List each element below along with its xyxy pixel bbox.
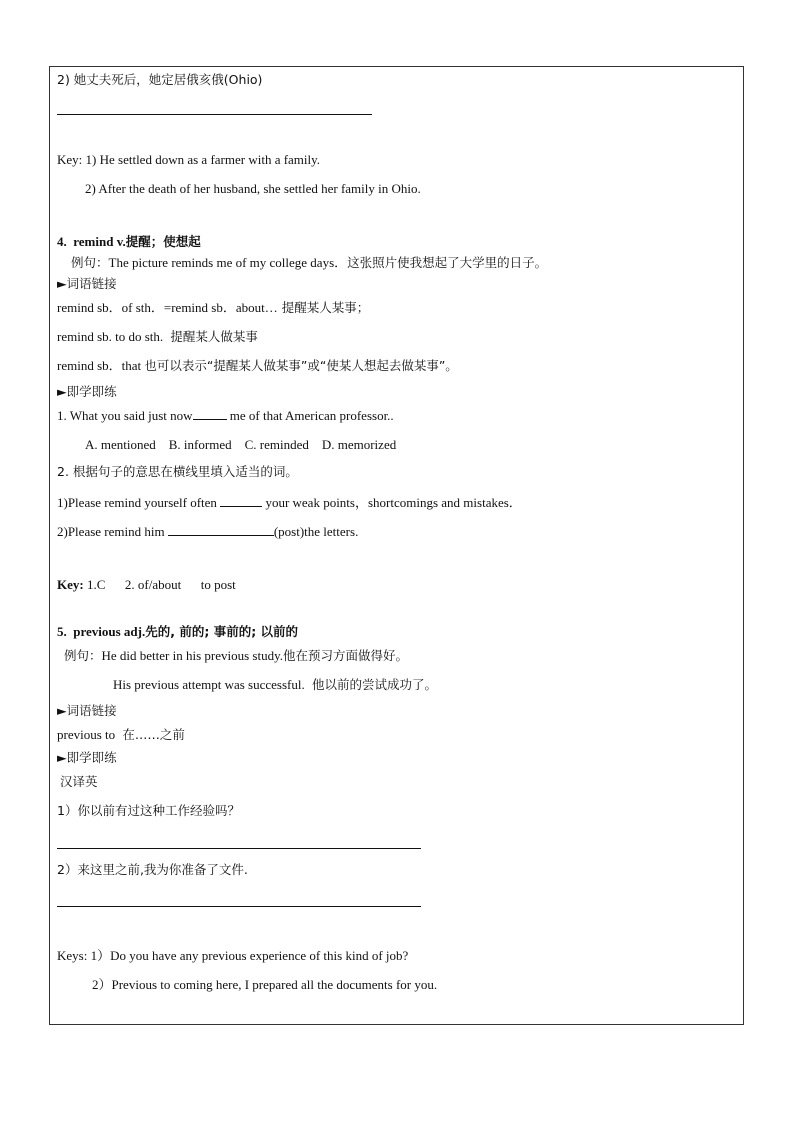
section-5-question-1: 1）你以前有过这种工作经验吗？: [57, 803, 240, 818]
section-5-question-2: 2）来这里之前,我为你准备了文件.: [57, 862, 248, 877]
section-5-translate-title: 汉译英: [60, 774, 98, 789]
key-line-1: Key: 1) He settled down as a farmer with a family.: [57, 152, 321, 167]
section-4-example: 例句：The picture reminds me of my college days．这张照片使我想起了大学里的日子。: [71, 255, 548, 270]
section-5-link-title: ►词语链接: [57, 703, 117, 718]
section-4-pattern-2: remind sb. to do sth. 提醒某人做某事: [57, 329, 258, 344]
fill-blank[interactable]: [220, 495, 262, 507]
key-line-2: 2) After the death of her husband, she settled her family in Ohio.: [85, 181, 421, 196]
section-4-key: Key: 1.C 2. of/about to post: [57, 577, 236, 592]
section-4-heading: 4. remind v.提醒；使想起: [57, 234, 201, 249]
section-4-question-2a: 1)Please remind yourself often your weak points，shortcomings and mistakes．: [57, 495, 522, 510]
question-2-cn: 2) 她丈夫死后，她定居俄亥俄(Ohio): [57, 72, 263, 87]
section-4-question-2b: 2)Please remind him (post)the letters.: [57, 524, 359, 539]
section-4-pattern-3: remind sb．that 也可以表示“提醒某人做某事”或“使某人想起去做某事”。: [57, 358, 458, 373]
section-4-question-2-title: 2. 根据句子的意思在横线里填入适当的词。: [57, 464, 298, 479]
section-5-key-1: Keys: 1）Do you have any previous experience of this kind of job?: [57, 948, 409, 963]
section-5-practice-title: ►即学即练: [57, 750, 117, 765]
section-4-pattern-1: remind sb．of sth．=remind sb．about… 提醒某人某事；: [57, 300, 370, 315]
section-5-key-2: 2）Previous to coming here, I prepared all the documents for you.: [92, 977, 438, 992]
section-5-link-phrase: previous to 在……之前: [57, 727, 185, 742]
section-5-example-2: His previous attempt was successful. 他以前的尝试成功了。: [113, 677, 437, 692]
section-4-options: A. mentioned B. informed C. reminded D. memorized: [85, 437, 397, 452]
fill-blank[interactable]: [168, 524, 274, 536]
section-5-example-1: 例句：He did better in his previous study.他在预习方面做得好。: [64, 648, 409, 663]
section-4-link-title: ►词语链接: [57, 276, 117, 291]
answer-line: [57, 114, 372, 115]
section-4-practice-title: ►即学即练: [57, 384, 117, 399]
document-frame: [49, 66, 744, 1025]
answer-line[interactable]: [57, 848, 421, 849]
answer-line[interactable]: [57, 906, 421, 907]
section-4-question-1: 1. What you said just now me of that American professor..: [57, 408, 394, 423]
fill-blank[interactable]: [193, 408, 227, 420]
section-5-heading: 5. previous adj.先的, 前的; 事前的; 以前的: [57, 624, 299, 639]
